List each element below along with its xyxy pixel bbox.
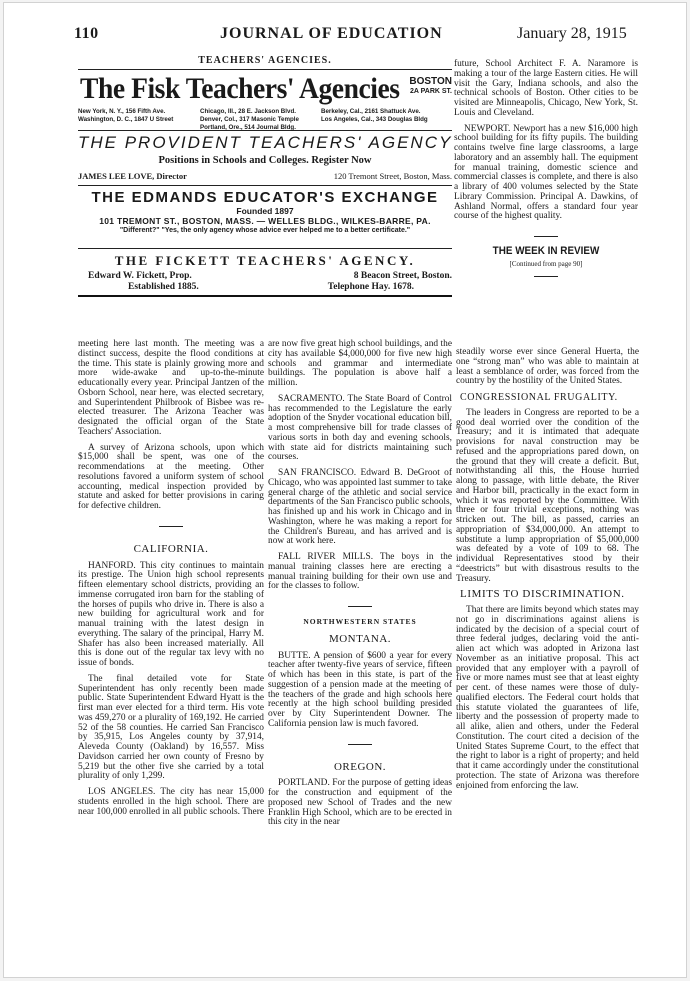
section-divider [159,526,183,527]
edmands-quote: "Different?" "Yes, the only agency whose advice ever helped me to a better certificate." [119,227,411,234]
right-top-column [454,60,638,277]
paragraph: NEWPORT. Newport has a new $16,000 high school building for its fifty pupils. The building contains twelve fine large classrooms, a large laboratory and an assembly hall. The equipment for manual training, domestic science and commercial classes is complete, and there is also a library of 400 volumes selected by the State Library Commission. Principal A. Dawkins, of Ashland Normal, offers a standard four year course of the highest quality. [454,123,638,222]
fisk-branch: Washington, D. C., 1847 U Street [78,116,174,123]
section-divider [348,606,372,607]
paragraph: FALL RIVER MILLS. The boys in the manual training classes here are erecting a manual training building for their own use and for the classes to follow. [268,552,452,592]
provident-tagline: Positions in Schools and Colleges. Register Now [158,155,372,166]
running-header [4,25,687,45]
fisk-branch: New York, N. Y., 156 Fifth Ave. [78,108,166,115]
section-heading-frugality: CONGRESSIONAL FRUGALITY. [460,392,618,403]
fickett-name: THE FICKETT TEACHERS' AGENCY. [114,253,416,268]
column-2 [268,340,452,828]
column-3 [456,348,639,791]
section-heading-discrimination: LIMITS TO DISCRIMINATION. [460,588,625,601]
paragraph: The leaders in Congress are reported to be a good deal worried over the condition of the Treasury; and it is intimated that adequate provisions for naval construction may be refused and the appropriations pared down, on the ground that they will create a deficit. But, notwithstanding all this, the House hurried along to passage, with little debate, the River and Harbor bill, practically in the exact form in which it was reported by the Committee. With three or four trivial exceptions, nothing was stricken out. The bill, as passed, carries an appropriation of $34,000,000. An attempt to substitute a lump appropriation of $5,000,000 was defeated by a vote of 109 to 68. The individual Representatives stood by their “deestricts” but with disastrous results to the Treasury. [456,407,639,584]
page-number: 110 [74,25,99,42]
section-heading-northwestern: NORTHWESTERN STATES [303,617,417,626]
paragraph: future, School Architect F. A. Naramore is making a tour of the large Eastern cities. He will visit the Gary, Indiana schools, and also the technical schools of Boston. Other cities to be visited are Minneapolis, Chicago, New York, St. Louis and Cleveland. [454,59,638,118]
paragraph: PORTLAND. For the purpose of getting ideas for the construction and equipment of the proposed new School of Trades and the new Franklin High School, which are to be erected in this city in the near [268,778,452,828]
section-heading-california: CALIFORNIA. [133,542,209,555]
section-heading-montana: MONTANA. [328,632,392,645]
week-in-review-title: THE WEEK IN REVIEW [492,245,600,257]
issue-date: January 28, 1915 [517,25,627,42]
provident-name: THE PROVIDENT TEACHERS' AGENCY [78,133,453,152]
provident-director: JAMES LEE LOVE, Director [78,171,187,181]
edmands-founded: Founded 1897 [236,206,294,216]
fisk-branch: Denver, Col., 317 Masonic Temple [200,116,299,123]
fisk-agency-ad [78,70,452,130]
teachers-agencies-ads [78,55,452,321]
fickett-agency-ad [78,249,452,295]
journal-title: JOURNAL OF EDUCATION [220,25,443,42]
fisk-city: BOSTON [409,76,452,87]
provident-agency-ad [78,131,452,185]
fickett-telephone: Telephone Hay. 1678. [327,282,414,292]
paragraph: SAN FRANCISCO. Edward B. DeGroot of Chicago, who was appointed last summer to take general charge of the athletic and social service departments of the San Francisco public schools, has finished up and his work in Chicago and in Washington, where he was making a report for the Children's Bureau, and has arrived and is now at work here. [268,468,452,547]
paragraph: meeting here last month. The meeting was a distinct success, despite the flood conditions at the time. This state is plainly growing more and more wide-awake and up-to-the-minute educationally every year. Principal Jantzen of the Osborn School, near here, was elected secretary, and Superintendent Philbrook of Bisbee was re-elected treasurer. The Arizona Teacher was designated the official organ of the State Teachers' Association. [78,339,264,437]
paragraph: The final detailed vote for State Superintendent has only recently been made public. State Superintendent Edward Hyatt is the first man ever elected for a third term. His vote was 459,270 or a plurality of 169,192. He carried 52 of the 58 counties. He carried San Francisco by 35,915, Los Angeles county by 37,914, Aleveda County (Oakland) by 16,557. Miss Davidson carried her own county of Fresno by 5,219 but the other five she carried by a total plurality of only 1,299. [78,673,264,782]
ads-section-title: TEACHERS' AGENCIES. [198,55,332,66]
fisk-address: 2A PARK ST. [409,88,452,95]
paragraph: A survey of Arizona schools, upon which $15,000 shall be spent, was one of the recommendations at the meeting. Other resolutions favored a uniform system of school accounting, medical inspection provided by statute and asked for better provisions in caring for defective children. [78,442,264,511]
fickett-street: 8 Beacon Street, Boston. [353,271,452,281]
journal-page [3,2,687,978]
provident-street: 120 Tremont Street, Boston, Mass. [333,171,452,181]
paragraph: LOS ANGELES. The city has near 15,000 students enrolled in the high school. There are near 100,000 enrolled in all public schools. There [78,787,264,817]
edmands-address: 101 TREMONT ST., BOSTON, MASS. — WELLES BLDG., WILKES-BARRE, PA. [99,216,431,226]
continued-note: [Continued from page 90] [509,259,583,268]
section-divider [534,236,558,237]
fickett-proprietor: Edward W. Fickett, Prop. [88,271,192,281]
paragraph: BUTTE. A pension of $600 a year for every teacher after twenty-five years of service, fifteen of which has been in this state, is part of the suggestion of a pension made at the meeting of the teachers of the grade and high schools here recently at the high school building presided over by City Superintendent Downer. The California pension law is much favored. [268,650,452,729]
divider [78,295,452,297]
fisk-branch: Portland, Ore., 514 Journal Bldg. [200,124,296,131]
section-divider [534,276,558,277]
paragraph: SACRAMENTO. The State Board of Control has recommended to the Legislature the early adoption of the Snyder vocational education bill, a most comprehensive bill for trade classes of various sorts in both day and evening schools, with state aid for districts maintaining such courses. [268,393,452,463]
paragraph: are now five great high school buildings, and the city has available $4,000,000 for five new high schools and grammar and intermediate buildings. The population is above half a million. [268,339,452,388]
column-1 [78,340,264,817]
edmands-name: THE EDMANDS EDUCATOR'S EXCHANGE [91,189,439,206]
fisk-branch: Chicago, Ill., 28 E. Jackson Blvd. [200,108,296,115]
fisk-branch: Berkeley, Cal., 2161 Shattuck Ave. [321,108,421,115]
paragraph: HANFORD. This city continues to maintain its prestige. The Union high school represents fifteen elementary school districts, providing an immense corrugated iron barn for the stabling of the horses of pupils who drive in. There is also a new building for agricultural work and for manual training with the latest design in everything. The salary of the principal, Harry M. Shafer has also been increased materially. All this is done out of the regular tax levy with no issue of bonds. [78,560,264,668]
fisk-name: The Fisk Teachers' Agencies [80,72,400,105]
fickett-established: Established 1885. [128,282,199,292]
fisk-branch: Los Angeles, Cal., 343 Douglas Bldg [321,116,428,123]
edmands-exchange-ad [78,186,452,248]
section-heading-oregon: OREGON. [333,760,387,773]
paragraph: steadily worse ever since General Huerta, the one “strong man” who was able to maintain at least a semblance of order, was forced from the country by the hostility of the United States. [456,347,639,387]
paragraph: That there are limits beyond which states may not go in discriminations against aliens is indicated by the decision of a special court of three federal judges, declaring void the anti-alien act which was adopted in Arizona last November as an initiative proposal. This act provided that any employer with a payroll of five or more names must see that at least eighty per cent. of these names were those of duly-qualified electors. The Federal court holds that this statute violated the guarantees of life, liberty and the possession of property made to all alike, alien and others, under the Federal Constitution. The court cited a decision of the United States Supreme Court, to the effect that the right to labor is a right of property; and held that it came accordingly under the constitutional protection. The state of Arizona was therefore enjoined from enforcing the law. [456,605,639,791]
section-divider [348,744,372,745]
